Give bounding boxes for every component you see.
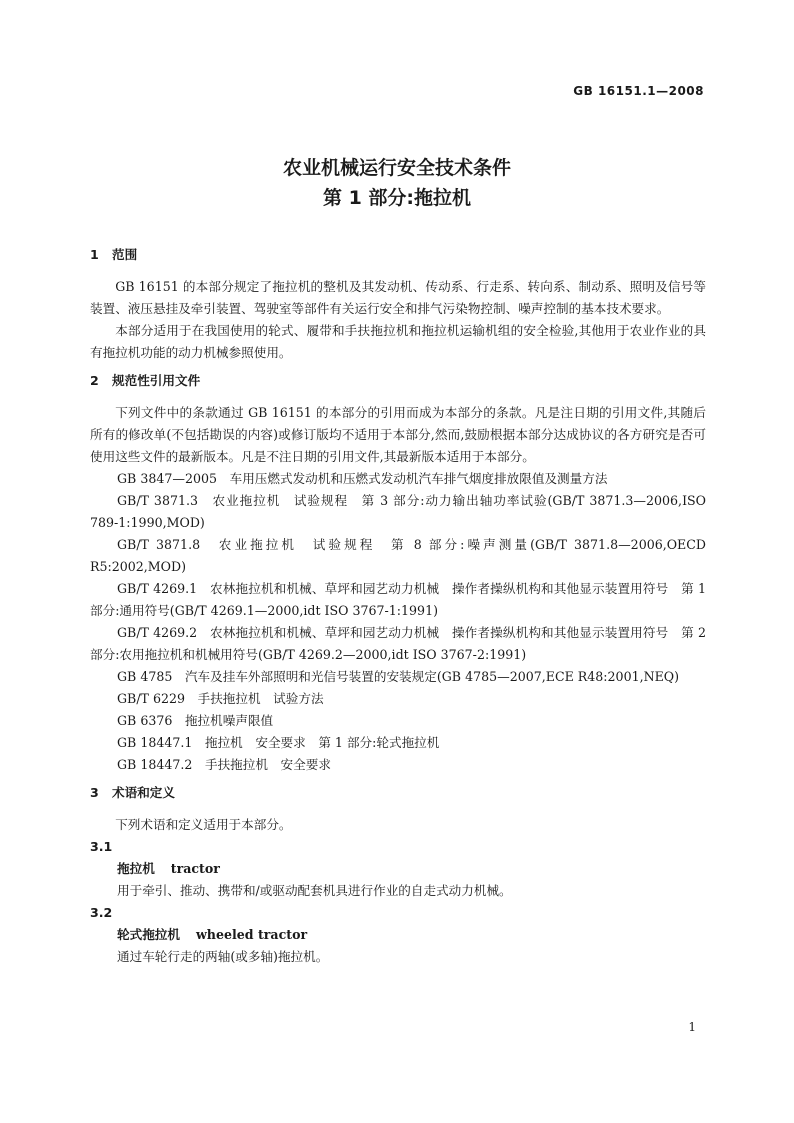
standard-number: GB 16151.1—2008 [573, 84, 704, 98]
term-zh: 拖拉机 [117, 861, 155, 876]
reference-item: GB/T 6229 手扶拖拉机 试验方法 [117, 691, 324, 706]
term-en: tractor [170, 861, 220, 876]
page-title: 农业机械运行安全技术条件 [282, 157, 511, 179]
section-title: 范围 [112, 247, 138, 262]
section-title: 术语和定义 [112, 785, 175, 800]
page-number: 1 [688, 1020, 696, 1034]
reference-item: GB/T 4269.1 农林拖拉机和机械、草坪和园艺动力机械 操作者操纵机构和其他显示装置用符号 第 1 部分:通用符号(GB/T 4269.1—2000,idt ISO 3767-1:1991) [90, 581, 706, 618]
reference-item: GB/T 3871.3 农业拖拉机 试验规程 第 3 部分:动力输出轴功率试验(GB/T 3871.3—2006,ISO 789-1:1990,MOD) [90, 493, 706, 530]
term-heading [90, 858, 706, 880]
reference-item: GB/T 4269.2 农林拖拉机和机械、草坪和园艺动力机械 操作者操纵机构和其他显示装置用符号 第 2 部分:农用拖拉机和机械用符号(GB/T 4269.2—2000,idt ISO 3767-2:1991) [90, 625, 706, 662]
reference-item: GB/T 3871.8 农业拖拉机 试验规程 第 8 部分:噪声测量(GB/T 3871.8—2006,OECD R5:2002,MOD) [90, 537, 706, 574]
section-number: 2 [90, 373, 99, 388]
section-title: 规范性引用文件 [112, 373, 201, 388]
reference-item: GB 18447.2 手扶拖拉机 安全要求 [117, 757, 331, 772]
term-zh: 轮式拖拉机 [117, 927, 180, 942]
document-body [90, 244, 706, 968]
term-definition: 通过车轮行走的两轴(或多轴)拖拉机。 [117, 949, 329, 964]
term-number: 3.1 [90, 839, 113, 854]
reference-item: GB 18447.1 拖拉机 安全要求 第 1 部分:轮式拖拉机 [117, 735, 440, 750]
section-3-heading [90, 782, 706, 804]
section-number: 3 [90, 785, 99, 800]
term-definition: 用于牵引、推动、携带和/或驱动配套机具进行作业的自走式动力机械。 [117, 883, 512, 898]
paragraph: 下列术语和定义适用于本部分。 [115, 817, 292, 832]
reference-item: GB 3847—2005 车用压燃式发动机和压燃式发动机汽车排气烟度排放限值及测量方法 [117, 471, 608, 486]
paragraph: GB 16151 的本部分规定了拖拉机的整机及其发动机、传动系、行走系、转向系、制动系、照明及信号等装置、液压悬挂及牵引装置、驾驶室等部件有关运行安全和排气污染物控制、噪声控制的基本技术要求。 [90, 279, 706, 316]
section-1-heading [90, 244, 706, 266]
paragraph: 下列文件中的条款通过 GB 16151 的本部分的引用而成为本部分的条款。凡是注日期的引用文件,其随后所有的修改单(不包括勘误的内容)或修订版均不适用于本部分,然而,鼓励根据本部分达成协议的各方研究是否可使用这些文件的最新版本。凡是不注日期的引用文件,其最新版本适用于本部分。 [90, 405, 706, 464]
term-heading [90, 924, 706, 946]
term-number: 3.2 [90, 905, 113, 920]
page-subtitle: 第 1 部分:拖拉机 [322, 187, 472, 209]
paragraph: 本部分适用于在我国使用的轮式、履带和手扶拖拉机和拖拉机运输机组的安全检验,其他用于农业作业的具有拖拉机功能的动力机械参照使用。 [90, 323, 706, 360]
section-2-heading [90, 370, 706, 392]
reference-item: GB 4785 汽车及挂车外部照明和光信号装置的安装规定(GB 4785—2007,ECE R48:2001,NEQ) [117, 669, 680, 684]
section-number: 1 [90, 247, 99, 262]
term-en: wheeled tractor [195, 927, 308, 942]
reference-item: GB 6376 拖拉机噪声限值 [117, 713, 274, 728]
